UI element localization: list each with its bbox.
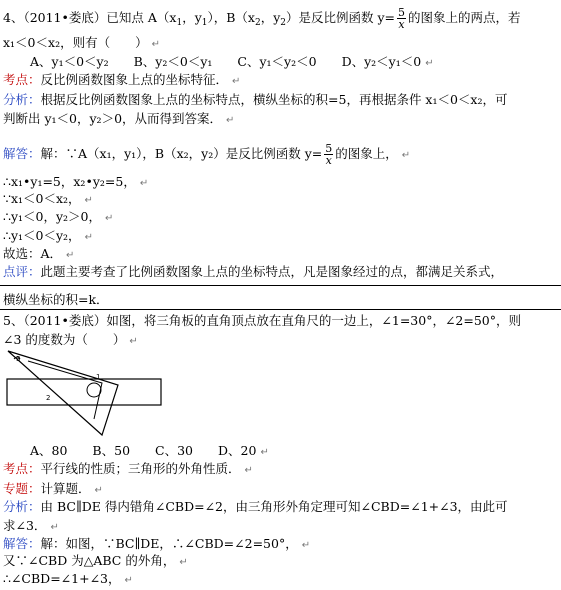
- kaodian-tag: 考点：: [3, 72, 41, 87]
- fraction-5-over-x: $\frac{5}{x}$: [398, 6, 406, 31]
- q5-zhuanti: 专题：计算题． ↵: [3, 481, 103, 496]
- triangle-inner-edge: [28, 361, 102, 419]
- q4-stem-text: ），B（x: [207, 10, 255, 25]
- q4-stem-text: 4、（2011•娄底）已知点 A（x: [3, 10, 177, 25]
- angle-label-3: 3: [16, 355, 21, 363]
- triangle-hole: [87, 383, 101, 397]
- q5-kaodian: 考点：平行线的性质；三角形的外角性质． ↵: [3, 461, 253, 476]
- q4-stem-text: 的图象上的两点，若: [408, 10, 521, 25]
- fraction-5-over-x: $\frac{5}{x}$: [325, 142, 333, 167]
- q4-step3: ∴y₁＜0，y₂＞0， ↵: [3, 209, 114, 224]
- dianping-tag: 点评：: [3, 264, 41, 279]
- q4-fenxi-line1: 分析：根据反比例函数图象上点的坐标特点，横纵坐标的积=5，再根据条件 x₁＜0＜x₂，可: [3, 92, 508, 107]
- q4-stem-line1: 4、（2011•娄底）已知点 $A(x_1$，$y_1$），$B(x_2$，$y_2$）是反比例函数 y= $\frac{5}{x}$ 的图象上的两点，若: [3, 6, 521, 31]
- q5-jieda-line1: 解答：解：如图，∵BC∥DE，∴∠CBD=∠2=50°， ↵: [3, 536, 311, 551]
- q4-stem-text: ，y: [182, 10, 202, 25]
- q5-fenxi-line1: 分析：由 BC∥DE 得内错角∠CBD=∠2，由三角形外角定理可知∠CBD=∠1+∠3，由此可: [3, 499, 508, 514]
- angle-label-1: 1: [96, 373, 101, 381]
- q4-kaodian: 考点：反比例函数图象上点的坐标特征． ↵: [3, 72, 241, 87]
- q4-dianping-line2: 横纵坐标的积=k．: [3, 292, 109, 307]
- jieda-tag: 解答：: [3, 536, 41, 551]
- q4-stem-line2: x₁＜0＜x₂，则有（ ） ↵: [3, 35, 160, 50]
- jieda-tag: 解答：: [3, 146, 41, 161]
- q5-stem-line1: 5、（2011•娄底）如图，将三角板的直角顶点放在直角尺的一边上，∠1=30°，∠2=50°，则: [3, 313, 522, 328]
- q4-options: A、y₁＜0＜y₂ B、y₂＜0＜y₁ C、y₁＜y₂＜0 D、y₂＜y₁＜0 ↵: [30, 54, 434, 69]
- zhuanti-tag: 专题：: [3, 481, 41, 496]
- page-divider: [0, 285, 561, 286]
- q4-stem-text: ）是反比例函数 y=: [286, 10, 396, 25]
- page-divider: [0, 309, 561, 310]
- q4-dianping-line1: 点评：此题主要考查了比例函数图象上点的坐标特点，凡是图象经过的点，都满足关系式，: [3, 264, 504, 279]
- ruler-shape: [7, 379, 161, 405]
- triangle-shape: [8, 351, 118, 435]
- q5-options: A、80 B、50 C、30 D、20 ↵: [30, 443, 269, 458]
- q4-step2: ∵x₁＜0＜x₂， ↵: [3, 191, 93, 206]
- q4-step1: ∴x₁•y₁=5，x₂•y₂=5， ↵: [3, 174, 149, 189]
- kaodian-tag: 考点：: [3, 461, 41, 476]
- q4-jieda-line: 解答：解：∵A（x₁，y₁），B（x₂，y₂）是反比例函数 y= $\frac{5}{x}$ 的图象上， ↵: [3, 142, 411, 167]
- q4-fenxi-line2: 判断出 y₁＜0，y₂＞0，从而得到答案． ↵: [3, 111, 235, 126]
- angle-label-2: 2: [46, 394, 51, 402]
- q4-stem-text: ，y: [260, 10, 281, 25]
- triangle-ruler-figure: [6, 349, 166, 439]
- q4-step4: ∴y₁＜0＜y₂， ↵: [3, 228, 93, 243]
- q4-answer: 故选：A． ↵: [3, 246, 75, 261]
- q5-jieda-line2: 又∵∠CBD 为△ABC 的外角， ↵: [3, 553, 188, 568]
- q5-stem-line2: ∠3 的度数为（ ） ↵: [3, 332, 138, 347]
- q5-fenxi-line2: 求∠3． ↵: [3, 518, 59, 533]
- fenxi-tag: 分析：: [3, 92, 41, 107]
- fenxi-tag: 分析：: [3, 499, 41, 514]
- q5-jieda-line3: ∴∠CBD=∠1+∠3， ↵: [3, 571, 133, 586]
